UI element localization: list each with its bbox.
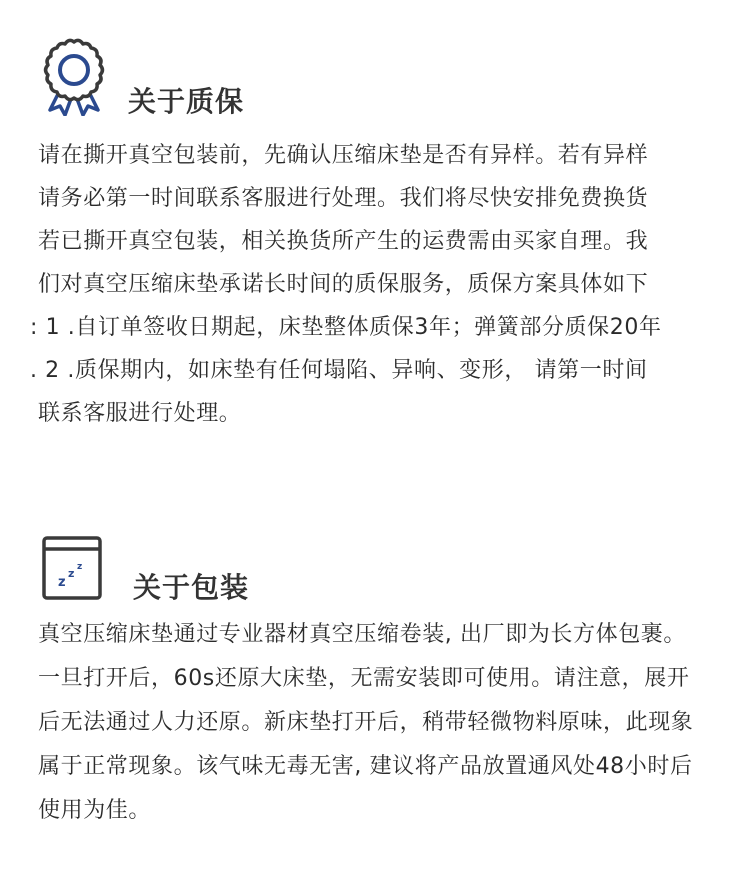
warranty-line: 请务必第一时间联系客服进行处理。我们将尽快安排免费换货 (38, 186, 649, 211)
warranty-line: . 2 .质保期内，如床垫有任何塌陷、异响、变形， 请第一时间 (30, 358, 648, 383)
packing-line: 使用为佳。 (38, 798, 152, 823)
svg-text:z: z (68, 567, 75, 580)
sleep-box-icon (40, 534, 106, 604)
packing-line: 真空压缩床垫通过专业器材真空压缩卷装, 出厂即为长方体包裹。 (38, 622, 686, 647)
warranty-line: 若已撕开真空包装，相关换货所产生的运费需由买家自理。我 (38, 229, 649, 254)
svg-text:z: z (77, 562, 83, 572)
warranty-line: 联系客服进行处理。 (38, 401, 242, 426)
svg-text:z: z (58, 575, 66, 590)
packing-line: 一旦打开后，60s还原大床垫，无需安装即可使用。请注意，展开 (38, 666, 690, 691)
warranty-line: 们对真空压缩床垫承诺长时间的质保服务，质保方案具体如下 (38, 272, 649, 297)
warranty-line: : 1 .自订单签收日期起，床垫整体质保3年；弹簧部分质保20年 (30, 315, 662, 340)
packing-line: 属于正常现象。该气味无毒无害, 建议将产品放置通风处48小时后 (38, 754, 693, 779)
award-ribbon-icon (40, 38, 108, 116)
packing-line: 后无法通过人力还原。新床垫打开后，稍带轻微物料原味，此现象 (38, 710, 694, 735)
warranty-line: 请在撕开真空包装前，先确认压缩床垫是否有异样。若有异样 (38, 143, 649, 168)
packing-title: 关于包装 (133, 571, 250, 604)
warranty-title: 关于质保 (128, 85, 245, 118)
